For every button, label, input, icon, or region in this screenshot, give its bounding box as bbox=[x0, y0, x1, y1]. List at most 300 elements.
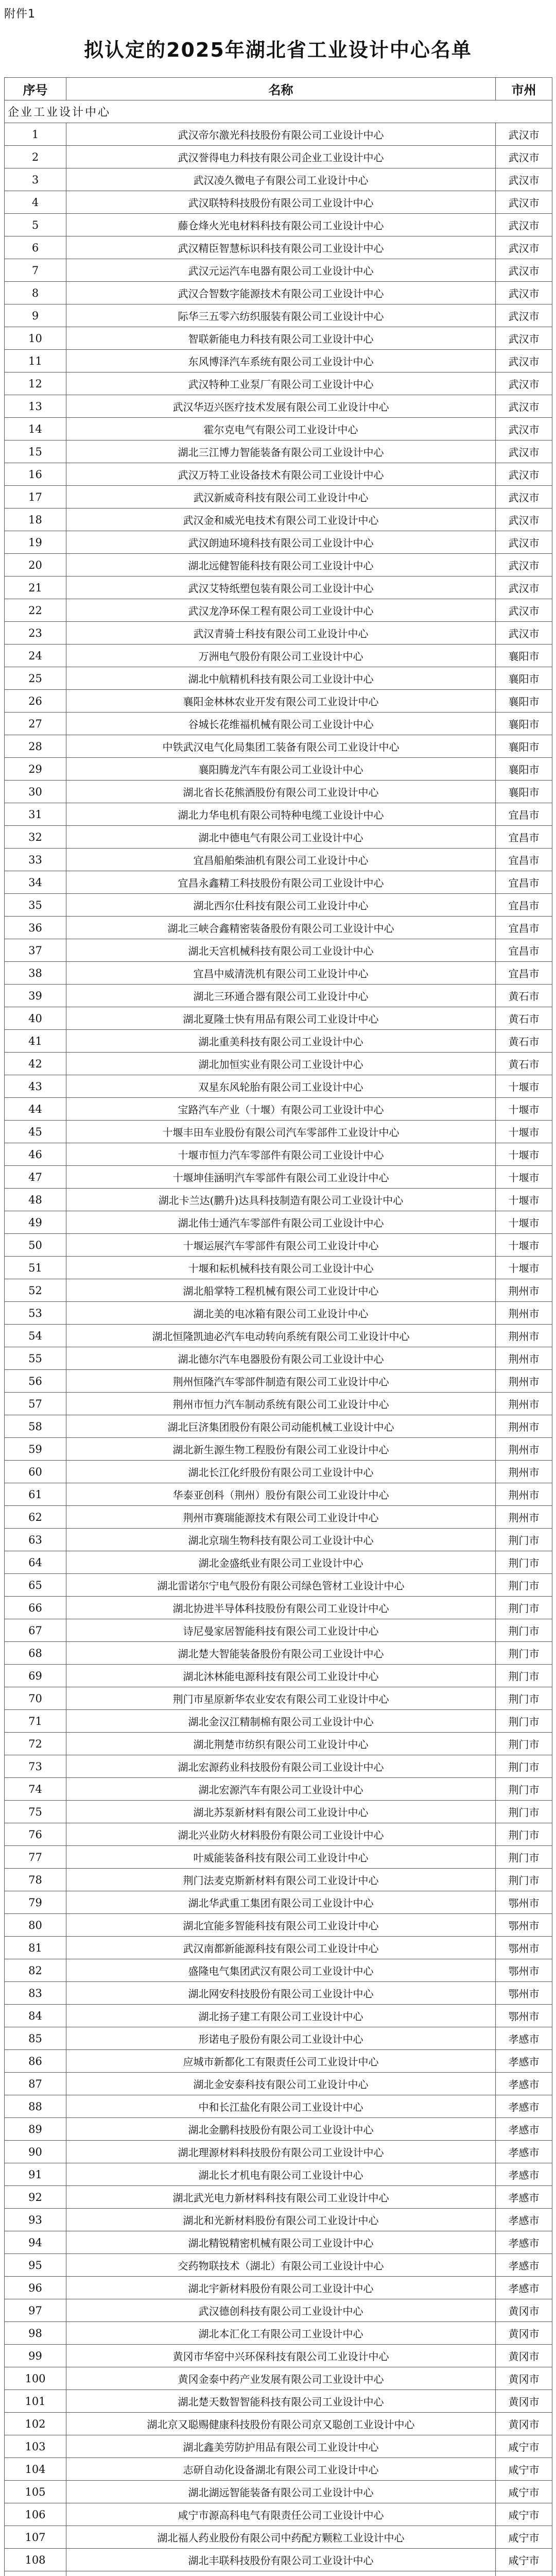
table-row bbox=[5, 1030, 552, 1053]
table-row bbox=[5, 2299, 552, 2322]
row-name: 湖北网安科技股份有限公司工业设计中心 bbox=[66, 1982, 496, 2005]
table-row bbox=[5, 2231, 552, 2254]
row-number: 67 bbox=[5, 1619, 66, 1642]
row-number: 11 bbox=[5, 350, 66, 372]
section-row bbox=[5, 100, 552, 123]
row-name: 中和长江盐化有限公司工业设计中心 bbox=[66, 2095, 496, 2118]
row-number: 23 bbox=[5, 622, 66, 645]
row-number: 8 bbox=[5, 282, 66, 304]
table-row bbox=[5, 1279, 552, 1302]
row-number: 51 bbox=[5, 1257, 66, 1279]
row-city: 武汉市 bbox=[496, 123, 552, 146]
table-row bbox=[5, 713, 552, 735]
row-name: 湖北沐林能电源科技有限公司工业设计中心 bbox=[66, 1665, 496, 1687]
row-city: 十堰市 bbox=[496, 1257, 552, 1279]
row-number: 3 bbox=[5, 168, 66, 191]
row-city: 荆门市 bbox=[496, 1846, 552, 1869]
table-row bbox=[5, 2435, 552, 2458]
row-city: 宜昌市 bbox=[496, 894, 552, 917]
row-number: 33 bbox=[5, 849, 66, 871]
row-name: 东风博泽汽车系统有限公司工业设计中心 bbox=[66, 350, 496, 372]
row-name: 诗尼曼家居智能科技有限公司工业设计中心 bbox=[66, 1619, 496, 1642]
row-number: 53 bbox=[5, 1302, 66, 1325]
row-city: 咸宁市 bbox=[496, 2526, 552, 2549]
row-number: 9 bbox=[5, 304, 66, 327]
row-city: 武汉市 bbox=[496, 599, 552, 622]
table-row bbox=[5, 1733, 552, 1755]
row-name: 交药物联技术（湖北）有限公司工业设计中心 bbox=[66, 2254, 496, 2277]
row-name: 湖北兴业防火材料股份有限公司工业设计中心 bbox=[66, 1823, 496, 1846]
row-number: 69 bbox=[5, 1665, 66, 1687]
row-name: 湖北巨济集团股份有限公司动能机械工业设计中心 bbox=[66, 1415, 496, 1438]
row-name: 武汉青骑士科技有限公司工业设计中心 bbox=[66, 622, 496, 645]
row-city: 孝感市 bbox=[496, 2186, 552, 2209]
row-number: 24 bbox=[5, 645, 66, 667]
row-name: 湖北湖远智能装备有限公司工业设计中心 bbox=[66, 2481, 496, 2503]
row-number: 36 bbox=[5, 917, 66, 939]
table-row bbox=[5, 1937, 552, 1959]
row-city: 武汉市 bbox=[496, 418, 552, 440]
row-city: 武汉市 bbox=[496, 146, 552, 168]
row-city: 宜昌市 bbox=[496, 962, 552, 985]
row-number: 84 bbox=[5, 2005, 66, 2027]
table-row bbox=[5, 1325, 552, 1347]
table-row bbox=[5, 2367, 552, 2390]
row-name: 武汉凌久微电子有限公司工业设计中心 bbox=[66, 168, 496, 191]
table-row bbox=[5, 486, 552, 509]
row-number: 47 bbox=[5, 1166, 66, 1189]
row-number: 62 bbox=[5, 1506, 66, 1529]
table-row bbox=[5, 826, 552, 849]
table-row bbox=[5, 1619, 552, 1642]
table-row bbox=[5, 282, 552, 304]
row-city: 鄂州市 bbox=[496, 1982, 552, 2005]
table-row bbox=[5, 1211, 552, 1234]
table-row bbox=[5, 962, 552, 985]
table-row bbox=[5, 2413, 552, 2435]
row-name: 荆门市星原新华农业安农有限公司工业设计中心 bbox=[66, 1687, 496, 1710]
row-name: 武汉帝尔激光科技股份有限公司工业设计中心 bbox=[66, 123, 496, 146]
table-row bbox=[5, 327, 552, 350]
row-city: 武汉市 bbox=[496, 622, 552, 645]
row-city: 孝感市 bbox=[496, 2118, 552, 2141]
row-number: 46 bbox=[5, 1143, 66, 1166]
table-row bbox=[5, 871, 552, 894]
row-name: 襄阳腾龙汽车有限公司工业设计中心 bbox=[66, 758, 496, 781]
row-name: 荆门法麦克斯新材料有限公司工业设计中心 bbox=[66, 1869, 496, 1891]
row-city: 荆门市 bbox=[496, 1642, 552, 1665]
roster-table bbox=[4, 77, 552, 2576]
row-name: 武汉艾特纸塑包装有限公司工业设计中心 bbox=[66, 577, 496, 599]
row-number: 64 bbox=[5, 1551, 66, 1574]
row-name: 湖北长江化纤股份有限公司工业设计中心 bbox=[66, 1461, 496, 1483]
row-city: 鄂州市 bbox=[496, 1937, 552, 1959]
row-name: 湖北楚大智能装备股份有限公司工业设计中心 bbox=[66, 1642, 496, 1665]
table-row bbox=[5, 1801, 552, 1823]
row-city: 咸宁市 bbox=[496, 2503, 552, 2526]
row-name: 湖北荆楚市纺织有限公司工业设计中心 bbox=[66, 1733, 496, 1755]
row-city: 黄冈市 bbox=[496, 2322, 552, 2345]
row-name: 武汉精臣智慧标识科技有限公司工业设计中心 bbox=[66, 236, 496, 259]
row-name bbox=[66, 2571, 496, 2576]
table-row bbox=[5, 1075, 552, 1098]
table-row bbox=[5, 2322, 552, 2345]
row-number: 49 bbox=[5, 1211, 66, 1234]
column-header-city: 市州 bbox=[496, 78, 552, 100]
row-name: 叶威能装备科技有限公司工业设计中心 bbox=[66, 1846, 496, 1869]
row-city: 荆州市 bbox=[496, 1483, 552, 1506]
row-city: 黄冈市 bbox=[496, 2413, 552, 2435]
row-city: 武汉市 bbox=[496, 372, 552, 395]
page-title: 拟认定的2025年湖北省工业设计中心名单 bbox=[84, 39, 472, 61]
row-name: 湖北远健智能科技有限公司工业设计中心 bbox=[66, 554, 496, 577]
row-number: 56 bbox=[5, 1370, 66, 1393]
table-row bbox=[5, 2209, 552, 2231]
row-city: 荆门市 bbox=[496, 1755, 552, 1778]
table-row bbox=[5, 1053, 552, 1075]
row-city: 荆门市 bbox=[496, 1574, 552, 1597]
row-number: 61 bbox=[5, 1483, 66, 1506]
row-name: 荆州市赛瑞能源技术有限公司工业设计中心 bbox=[66, 1506, 496, 1529]
row-city: 鄂州市 bbox=[496, 1959, 552, 1982]
row-number: 100 bbox=[5, 2367, 66, 2390]
row-city: 十堰市 bbox=[496, 1189, 552, 1211]
row-number: 68 bbox=[5, 1642, 66, 1665]
row-number: 13 bbox=[5, 395, 66, 418]
row-name: 双星东风轮胎有限公司工业设计中心 bbox=[66, 1075, 496, 1098]
row-city: 咸宁市 bbox=[496, 2549, 552, 2571]
row-name: 湖北武光电力新材料科技有限公司工业设计中心 bbox=[66, 2186, 496, 2209]
row-number: 45 bbox=[5, 1121, 66, 1143]
row-name: 湖北雷诺尔宁电气股份有限公司绿色管材工业设计中心 bbox=[66, 1574, 496, 1597]
table-row bbox=[5, 214, 552, 236]
row-name: 湖北宇新材料股份有限公司工业设计中心 bbox=[66, 2277, 496, 2299]
row-name: 湖北天宫机械科技有限公司工业设计中心 bbox=[66, 939, 496, 962]
row-city: 荆门市 bbox=[496, 1710, 552, 1733]
row-number: 30 bbox=[5, 781, 66, 803]
table-row bbox=[5, 531, 552, 554]
row-city: 黄石市 bbox=[496, 1030, 552, 1053]
row-number: 43 bbox=[5, 1075, 66, 1098]
table-row bbox=[5, 2186, 552, 2209]
row-number: 83 bbox=[5, 1982, 66, 2005]
table-row bbox=[5, 645, 552, 667]
row-city: 鄂州市 bbox=[496, 1891, 552, 1914]
row-city: 宜昌市 bbox=[496, 803, 552, 826]
table-row bbox=[5, 1574, 552, 1597]
table-row bbox=[5, 395, 552, 418]
row-number: 44 bbox=[5, 1098, 66, 1121]
table-row bbox=[5, 849, 552, 871]
row-name: 武汉朗迪环境科技有限公司工业设计中心 bbox=[66, 531, 496, 554]
row-city: 宜昌市 bbox=[496, 826, 552, 849]
table-row bbox=[5, 191, 552, 214]
table-row bbox=[5, 1483, 552, 1506]
row-city: 孝感市 bbox=[496, 2209, 552, 2231]
row-city: 襄阳市 bbox=[496, 758, 552, 781]
row-city: 荆门市 bbox=[496, 1551, 552, 1574]
row-city: 襄阳市 bbox=[496, 735, 552, 758]
row-number: 102 bbox=[5, 2413, 66, 2435]
row-name: 武汉元运汽车电器有限公司工业设计中心 bbox=[66, 259, 496, 282]
row-name: 湖北京瑞生物科技有限公司工业设计中心 bbox=[66, 1529, 496, 1551]
table-row bbox=[5, 1121, 552, 1143]
row-city: 荆门市 bbox=[496, 1801, 552, 1823]
row-city: 武汉市 bbox=[496, 577, 552, 599]
row-number: 63 bbox=[5, 1529, 66, 1551]
table-row bbox=[5, 1098, 552, 1121]
table-row bbox=[5, 1257, 552, 1279]
row-city: 咸宁市 bbox=[496, 2458, 552, 2481]
row-number: 12 bbox=[5, 372, 66, 395]
row-number: 25 bbox=[5, 667, 66, 690]
row-number: 54 bbox=[5, 1325, 66, 1347]
row-city: 荆门市 bbox=[496, 1778, 552, 1801]
row-city: 十堰市 bbox=[496, 1098, 552, 1121]
row-number: 29 bbox=[5, 758, 66, 781]
row-name: 湖北京又聪赐健康科技股份有限公司京又聪创工业设计中心 bbox=[66, 2413, 496, 2435]
row-name: 十堰市恒力汽车零部件有限公司工业设计中心 bbox=[66, 1143, 496, 1166]
row-name: 荆州市恒力汽车制动系统有限公司工业设计中心 bbox=[66, 1393, 496, 1415]
table-row bbox=[5, 2571, 552, 2576]
row-name: 湖北美的电冰箱有限公司工业设计中心 bbox=[66, 1302, 496, 1325]
row-number: 92 bbox=[5, 2186, 66, 2209]
table-row bbox=[5, 372, 552, 395]
row-number: 103 bbox=[5, 2435, 66, 2458]
row-name: 宝路汽车产业（十堰）有限公司工业设计中心 bbox=[66, 1098, 496, 1121]
row-number: 4 bbox=[5, 191, 66, 214]
row-number: 93 bbox=[5, 2209, 66, 2231]
table-row bbox=[5, 1891, 552, 1914]
row-name: 宜昌中威清洗机有限公司工业设计中心 bbox=[66, 962, 496, 985]
annex-label: 附件1 bbox=[4, 8, 36, 21]
row-number: 52 bbox=[5, 1279, 66, 1302]
row-name: 湖北宏源汽车有限公司工业设计中心 bbox=[66, 1778, 496, 1801]
row-number: 86 bbox=[5, 2050, 66, 2073]
row-name: 湖北德尔汽车电器股份有限公司工业设计中心 bbox=[66, 1347, 496, 1370]
row-name: 武汉特种工业泵厂有限公司工业设计中心 bbox=[66, 372, 496, 395]
row-city: 荆州市 bbox=[496, 1461, 552, 1483]
row-number: 35 bbox=[5, 894, 66, 917]
row-name: 湖北长才机电有限公司工业设计中心 bbox=[66, 2163, 496, 2186]
table-row bbox=[5, 1982, 552, 2005]
row-number: 39 bbox=[5, 985, 66, 1007]
row-name: 湖北金盛纸业有限公司工业设计中心 bbox=[66, 1551, 496, 1574]
row-name: 湖北协进半导体科技股份有限公司工业设计中心 bbox=[66, 1597, 496, 1619]
row-name: 湖北中德电气有限公司工业设计中心 bbox=[66, 826, 496, 849]
table-row bbox=[5, 350, 552, 372]
row-name: 湖北宏源药业科技股份有限公司工业设计中心 bbox=[66, 1755, 496, 1778]
row-name: 湖北理源材料科技股份有限公司工业设计中心 bbox=[66, 2141, 496, 2163]
row-city: 宜昌市 bbox=[496, 849, 552, 871]
row-name: 武汉新威奇科技有限公司工业设计中心 bbox=[66, 486, 496, 509]
row-city: 武汉市 bbox=[496, 509, 552, 531]
row-number: 19 bbox=[5, 531, 66, 554]
table-row bbox=[5, 1461, 552, 1483]
table-row bbox=[5, 1415, 552, 1438]
row-name: 智联新能电力科技有限公司工业设计中心 bbox=[66, 327, 496, 350]
row-city: 黄冈市 bbox=[496, 2345, 552, 2367]
table-row bbox=[5, 599, 552, 622]
row-city: 荆州市 bbox=[496, 1347, 552, 1370]
row-name: 湖北重美科技有限公司工业设计中心 bbox=[66, 1030, 496, 1053]
row-name: 湖北宜能多智能科技有限公司工业设计中心 bbox=[66, 1914, 496, 1937]
row-number: 32 bbox=[5, 826, 66, 849]
row-number: 26 bbox=[5, 690, 66, 713]
row-city: 武汉市 bbox=[496, 327, 552, 350]
row-city: 襄阳市 bbox=[496, 781, 552, 803]
row-name: 藤仓烽火光电材料科技有限公司工业设计中心 bbox=[66, 214, 496, 236]
row-number: 97 bbox=[5, 2299, 66, 2322]
row-number: 22 bbox=[5, 599, 66, 622]
row-number: 58 bbox=[5, 1415, 66, 1438]
table-row bbox=[5, 667, 552, 690]
row-number: 95 bbox=[5, 2254, 66, 2277]
table-row bbox=[5, 690, 552, 713]
row-city bbox=[496, 2571, 552, 2576]
table-row bbox=[5, 894, 552, 917]
row-city: 荆门市 bbox=[496, 1869, 552, 1891]
row-number: 14 bbox=[5, 418, 66, 440]
table-row bbox=[5, 1347, 552, 1370]
table-row bbox=[5, 1755, 552, 1778]
row-number: 6 bbox=[5, 236, 66, 259]
row-city: 荆门市 bbox=[496, 1529, 552, 1551]
row-name: 湖北力华电机有限公司特种电缆工业设计中心 bbox=[66, 803, 496, 826]
row-name: 湖北伟士通汽车零部件有限公司工业设计中心 bbox=[66, 1211, 496, 1234]
table-row bbox=[5, 123, 552, 146]
table-row bbox=[5, 440, 552, 463]
row-number: 40 bbox=[5, 1007, 66, 1030]
table-row bbox=[5, 2481, 552, 2503]
row-name: 十堰运展汽车零部件有限公司工业设计中心 bbox=[66, 1234, 496, 1257]
row-number: 60 bbox=[5, 1461, 66, 1483]
row-name: 湖北西尔仕科技有限公司工业设计中心 bbox=[66, 894, 496, 917]
table-row bbox=[5, 1370, 552, 1393]
row-number: 89 bbox=[5, 2118, 66, 2141]
row-name: 霍尔克电气有限公司工业设计中心 bbox=[66, 418, 496, 440]
row-city: 咸宁市 bbox=[496, 2481, 552, 2503]
table-row bbox=[5, 1778, 552, 1801]
table-row bbox=[5, 2549, 552, 2571]
row-city: 荆州市 bbox=[496, 1279, 552, 1302]
row-number: 5 bbox=[5, 214, 66, 236]
row-city: 襄阳市 bbox=[496, 713, 552, 735]
table-row bbox=[5, 2141, 552, 2163]
row-name: 应城市新都化工有限责任公司工业设计中心 bbox=[66, 2050, 496, 2073]
table-row bbox=[5, 146, 552, 168]
row-name: 湖北三江博力智能装备有限公司工业设计中心 bbox=[66, 440, 496, 463]
table-row bbox=[5, 2005, 552, 2027]
row-number: 88 bbox=[5, 2095, 66, 2118]
row-number: 76 bbox=[5, 1823, 66, 1846]
row-name: 武汉联特科技股份有限公司工业设计中心 bbox=[66, 191, 496, 214]
row-name: 华泰亚创科（荆州）股份有限公司工业设计中心 bbox=[66, 1483, 496, 1506]
row-city: 荆州市 bbox=[496, 1325, 552, 1347]
row-number: 41 bbox=[5, 1030, 66, 1053]
table-row bbox=[5, 1687, 552, 1710]
row-city: 宜昌市 bbox=[496, 939, 552, 962]
row-city: 孝感市 bbox=[496, 2027, 552, 2050]
row-city: 武汉市 bbox=[496, 350, 552, 372]
table-row bbox=[5, 1710, 552, 1733]
row-name: 武汉龙净环保工程有限公司工业设计中心 bbox=[66, 599, 496, 622]
row-number: 85 bbox=[5, 2027, 66, 2050]
row-number: 82 bbox=[5, 1959, 66, 1982]
row-number: 78 bbox=[5, 1869, 66, 1891]
row-number: 72 bbox=[5, 1733, 66, 1755]
row-number: 42 bbox=[5, 1053, 66, 1075]
row-city: 十堰市 bbox=[496, 1166, 552, 1189]
table-row bbox=[5, 418, 552, 440]
row-city: 荆州市 bbox=[496, 1370, 552, 1393]
row-city: 荆门市 bbox=[496, 1687, 552, 1710]
row-city: 武汉市 bbox=[496, 259, 552, 282]
table-row bbox=[5, 168, 552, 191]
table-row bbox=[5, 1823, 552, 1846]
table-row bbox=[5, 1959, 552, 1982]
row-number: 21 bbox=[5, 577, 66, 599]
row-number: 77 bbox=[5, 1846, 66, 1869]
row-city: 十堰市 bbox=[496, 1143, 552, 1166]
row-city: 襄阳市 bbox=[496, 667, 552, 690]
row-number: 59 bbox=[5, 1438, 66, 1461]
row-name: 谷城长花维福机械有限公司工业设计中心 bbox=[66, 713, 496, 735]
row-name: 际华三五零六纺织服装有限公司工业设计中心 bbox=[66, 304, 496, 327]
row-number: 91 bbox=[5, 2163, 66, 2186]
row-name: 湖北精锐精密机械有限公司工业设计中心 bbox=[66, 2231, 496, 2254]
table-row bbox=[5, 1007, 552, 1030]
table-row bbox=[5, 1869, 552, 1891]
row-name: 湖北省长花熊酒股份有限公司工业设计中心 bbox=[66, 781, 496, 803]
row-name: 湖北扬子建工有限公司工业设计中心 bbox=[66, 2005, 496, 2027]
table-row bbox=[5, 2390, 552, 2413]
row-name: 武汉南都新能源科技有限公司工业设计中心 bbox=[66, 1937, 496, 1959]
row-city: 十堰市 bbox=[496, 1211, 552, 1234]
row-city: 孝感市 bbox=[496, 2095, 552, 2118]
row-name: 湖北夏隆士快有用品有限公司工业设计中心 bbox=[66, 1007, 496, 1030]
row-number: 104 bbox=[5, 2458, 66, 2481]
row-city: 黄冈市 bbox=[496, 2390, 552, 2413]
row-name: 湖北楚天数智智能科技有限公司工业设计中心 bbox=[66, 2390, 496, 2413]
row-city: 武汉市 bbox=[496, 395, 552, 418]
row-city: 孝感市 bbox=[496, 2277, 552, 2299]
table-row bbox=[5, 2095, 552, 2118]
table-row bbox=[5, 1846, 552, 1869]
row-name: 湖北恒隆凯迪必汽车电动转向系统有限公司工业设计中心 bbox=[66, 1325, 496, 1347]
row-city: 鄂州市 bbox=[496, 1914, 552, 1937]
row-name: 武汉万特工业设备技术有限公司工业设计中心 bbox=[66, 463, 496, 486]
row-number: 79 bbox=[5, 1891, 66, 1914]
table-row bbox=[5, 509, 552, 531]
table-row bbox=[5, 1143, 552, 1166]
table-row bbox=[5, 1166, 552, 1189]
row-number: 101 bbox=[5, 2390, 66, 2413]
row-name: 湖北福人药业股份有限公司中药配方颗粒工业设计中心 bbox=[66, 2526, 496, 2549]
row-number: 55 bbox=[5, 1347, 66, 1370]
row-city: 黄石市 bbox=[496, 1007, 552, 1030]
row-name: 湖北华武重工集团有限公司工业设计中心 bbox=[66, 1891, 496, 1914]
row-number: 38 bbox=[5, 962, 66, 985]
row-name: 湖北金汉江精制棉有限公司工业设计中心 bbox=[66, 1710, 496, 1733]
table-row bbox=[5, 803, 552, 826]
column-header-name: 名称 bbox=[66, 78, 496, 100]
table-row bbox=[5, 577, 552, 599]
table-row bbox=[5, 1302, 552, 1325]
table-row bbox=[5, 917, 552, 939]
table-row bbox=[5, 1642, 552, 1665]
row-city: 武汉市 bbox=[496, 236, 552, 259]
